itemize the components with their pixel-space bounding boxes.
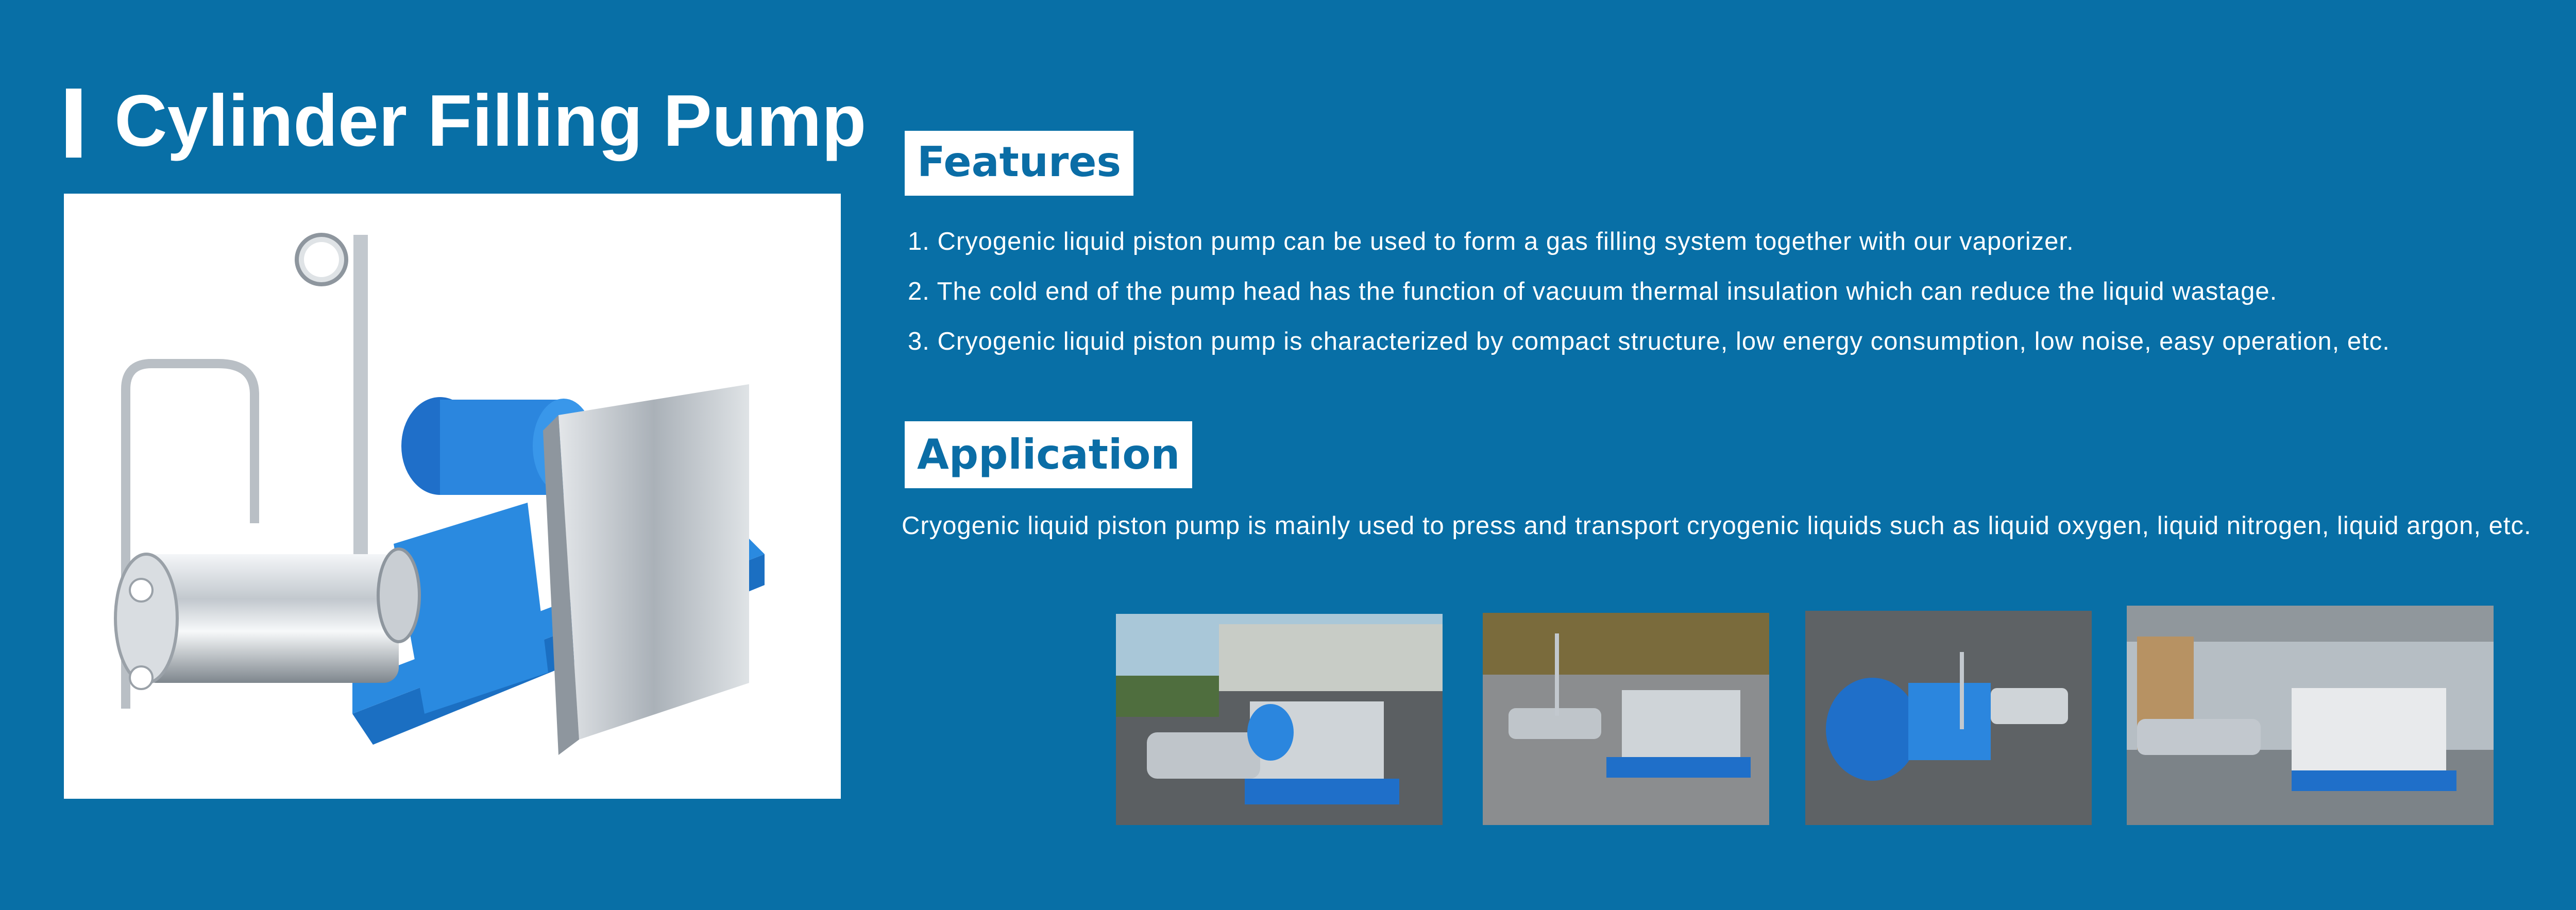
- application-description: Cryogenic liquid piston pump is mainly used to press and transport cryogenic liquids such as liquid oxygen, liquid nitrogen, liquid argon, etc.: [902, 512, 2532, 540]
- pump-ground-photo: [1483, 613, 1769, 825]
- features-list: [908, 224, 2390, 373]
- features-heading: Features: [905, 131, 1133, 196]
- gallery-photo-1: [1116, 614, 1443, 825]
- gallery-photo-4: [2127, 606, 2494, 825]
- gallery-photo-3: [1805, 611, 2092, 825]
- feature-item: 1. Cryogenic liquid piston pump can be used to form a gas filling system together with our vaporizer.: [908, 228, 2074, 255]
- title-accent-bar: [66, 89, 81, 158]
- pump-outdoor-photo: [1116, 614, 1443, 825]
- feature-item: 3. Cryogenic liquid piston pump is characterized by compact structure, low energy consumption, low noise, easy operation, etc.: [908, 328, 2390, 355]
- pump-topview-photo: [1805, 611, 2092, 825]
- pump-warehouse-photo: [2127, 606, 2494, 825]
- cryogenic-pump-illustration: [64, 194, 841, 799]
- gallery-photo-2: [1483, 613, 1769, 825]
- main-product-photo: [64, 194, 841, 799]
- feature-item: 2. The cold end of the pump head has the function of vacuum thermal insulation which can reduce the liquid wastage.: [908, 278, 2278, 305]
- page-title: Cylinder Filling Pump: [114, 80, 867, 162]
- application-heading: Application: [905, 421, 1192, 488]
